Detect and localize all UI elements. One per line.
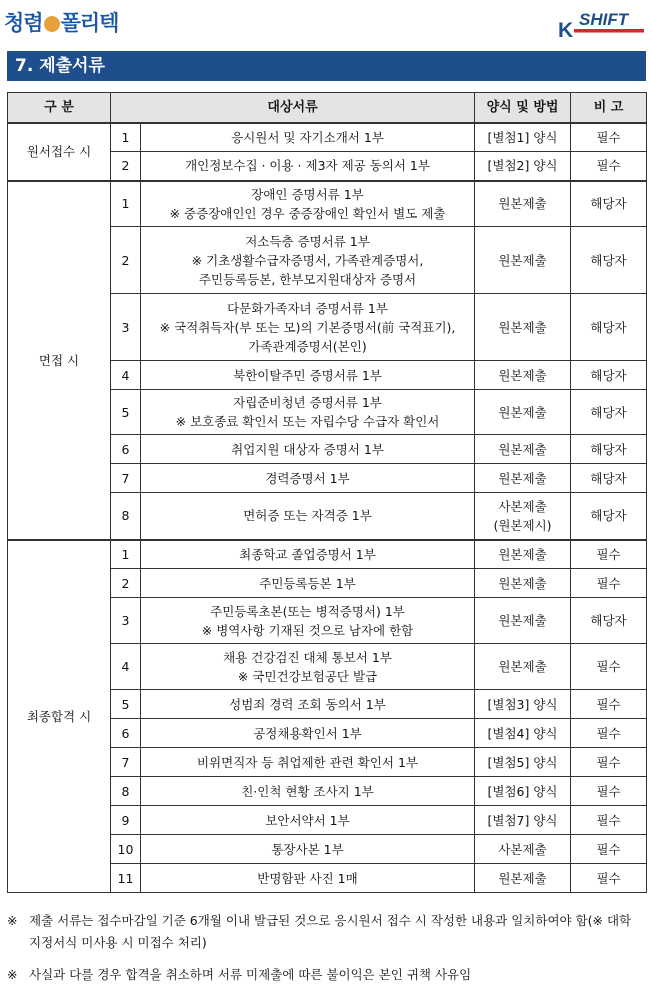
header-note: 비 고 <box>571 93 647 123</box>
note-cell: 해당자 <box>571 464 647 493</box>
row-number-cell: 3 <box>111 598 141 644</box>
category-cell: 최종합격 시 <box>8 540 111 893</box>
note-mark: ※ <box>7 967 18 982</box>
document-cell: 저소득층 증명서류 1부 ※ 기초생활수급자증명서, 가족관계증명서, 주민등록등본, 한부모지원대상자 증명서 <box>141 227 475 294</box>
row-number-cell: 1 <box>111 181 141 227</box>
note-cell: 해당자 <box>571 493 647 540</box>
notes-section <box>7 910 646 996</box>
method-cell: 원본제출 <box>475 294 571 361</box>
method-cell: [별첨3] 양식 <box>475 690 571 719</box>
row-number-cell: 2 <box>111 152 141 181</box>
note-cell: 필수 <box>571 644 647 690</box>
method-cell: 원본제출 <box>475 464 571 493</box>
document-cell: 응시원서 및 자기소개서 1부 <box>141 123 475 152</box>
note-cell: 필수 <box>571 806 647 835</box>
document-cell: 공정채용확인서 1부 <box>141 719 475 748</box>
cheongryeom-polytech-logo <box>4 4 118 40</box>
method-cell: 사본제출 <box>475 835 571 864</box>
logo-text-part2: 폴리텍 <box>60 10 119 35</box>
document-cell: 경력증명서 1부 <box>141 464 475 493</box>
method-cell: 원본제출 <box>475 644 571 690</box>
method-cell: 원본제출 <box>475 435 571 464</box>
method-cell: 사본제출 (원본제시) <box>475 493 571 540</box>
documents-table <box>7 92 647 893</box>
method-cell: [별첨6] 양식 <box>475 777 571 806</box>
method-cell: 원본제출 <box>475 540 571 569</box>
document-cell: 친·인척 현황 조사지 1부 <box>141 777 475 806</box>
document-cell: 채용 건강검진 대체 통보서 1부 ※ 국민건강보험공단 발급 <box>141 644 475 690</box>
note-cell: 필수 <box>571 777 647 806</box>
row-number-cell: 5 <box>111 390 141 435</box>
document-cell: 반명함판 사진 1매 <box>141 864 475 893</box>
method-cell: [별첨2] 양식 <box>475 152 571 181</box>
row-number-cell: 2 <box>111 227 141 294</box>
row-number-cell: 1 <box>111 123 141 152</box>
method-cell: 원본제출 <box>475 361 571 390</box>
note-text: 사실과 다를 경우 합격을 취소하며 서류 미제출에 따른 불이익은 본인 귀책 사유임 <box>29 967 472 982</box>
seal-icon <box>44 16 60 32</box>
note-cell: 필수 <box>571 719 647 748</box>
note-item <box>7 964 646 986</box>
row-number-cell: 6 <box>111 435 141 464</box>
document-cell: 장애인 증명서류 1부 ※ 중증장애인인 경우 중증장애인 확인서 별도 제출 <box>141 181 475 227</box>
section-title: 7. 제출서류 <box>7 51 646 81</box>
document-cell: 주민등록초본(또는 병적증명서) 1부 ※ 병역사항 기재된 것으로 남자에 한함 <box>141 598 475 644</box>
note-cell: 필수 <box>571 123 647 152</box>
method-cell: [별첨7] 양식 <box>475 806 571 835</box>
row-number-cell: 3 <box>111 294 141 361</box>
note-cell: 해당자 <box>571 435 647 464</box>
document-cell: 자립준비청년 증명서류 1부 ※ 보호종료 확인서 또는 자립수당 수급자 확인서 <box>141 390 475 435</box>
table-row <box>8 540 647 569</box>
method-cell: [별첨4] 양식 <box>475 719 571 748</box>
table-row <box>8 123 647 152</box>
header-category: 구 분 <box>8 93 111 123</box>
document-cell: 다문화가족자녀 증명서류 1부 ※ 국적취득자(부 또는 모)의 기본증명서(前 국적표기), 가족관계증명서(본인) <box>141 294 475 361</box>
method-cell: [별첨1] 양식 <box>475 123 571 152</box>
note-cell: 해당자 <box>571 181 647 227</box>
document-cell: 주민등록등본 1부 <box>141 569 475 598</box>
k-shift-logo-word: SHIFT <box>579 10 629 29</box>
method-cell: [별첨5] 양식 <box>475 748 571 777</box>
row-number-cell: 7 <box>111 748 141 777</box>
row-number-cell: 10 <box>111 835 141 864</box>
note-mark: ※ <box>7 913 18 928</box>
k-shift-logo-letter: K <box>558 19 574 40</box>
note-text: 제출 서류는 접수마감일 기준 6개월 이내 발급된 것으로 응시원서 접수 시 작성한 내용과 일치하여야 함(※ 대학 지정서식 미사용 시 미접수 처리) <box>29 913 632 950</box>
document-cell: 성범죄 경력 조회 동의서 1부 <box>141 690 475 719</box>
note-cell: 해당자 <box>571 294 647 361</box>
row-number-cell: 4 <box>111 361 141 390</box>
document-cell: 통장사본 1부 <box>141 835 475 864</box>
row-number-cell: 11 <box>111 864 141 893</box>
table-body <box>8 123 647 893</box>
method-cell: 원본제출 <box>475 227 571 294</box>
document-cell: 개인정보수집 · 이용 · 제3자 제공 동의서 1부 <box>141 152 475 181</box>
note-cell: 해당자 <box>571 390 647 435</box>
row-number-cell: 8 <box>111 777 141 806</box>
note-cell: 해당자 <box>571 361 647 390</box>
note-cell: 필수 <box>571 690 647 719</box>
k-shift-logo <box>558 8 646 40</box>
note-cell: 필수 <box>571 835 647 864</box>
note-cell: 필수 <box>571 152 647 181</box>
note-cell: 필수 <box>571 569 647 598</box>
method-cell: 원본제출 <box>475 569 571 598</box>
method-cell: 원본제출 <box>475 598 571 644</box>
method-cell: 원본제출 <box>475 181 571 227</box>
note-cell: 해당자 <box>571 227 647 294</box>
header-documents: 대상서류 <box>111 93 475 123</box>
method-cell: 원본제출 <box>475 864 571 893</box>
method-cell: 원본제출 <box>475 390 571 435</box>
document-cell: 북한이탈주민 증명서류 1부 <box>141 361 475 390</box>
row-number-cell: 8 <box>111 493 141 540</box>
note-cell: 필수 <box>571 748 647 777</box>
document-cell: 취업지원 대상자 증명서 1부 <box>141 435 475 464</box>
table-header-row <box>8 93 647 123</box>
document-cell: 최종학교 졸업증명서 1부 <box>141 540 475 569</box>
row-number-cell: 7 <box>111 464 141 493</box>
row-number-cell: 4 <box>111 644 141 690</box>
row-number-cell: 6 <box>111 719 141 748</box>
header-method: 양식 및 방법 <box>475 93 571 123</box>
note-cell: 필수 <box>571 540 647 569</box>
document-cell: 비위면직자 등 취업제한 관련 확인서 1부 <box>141 748 475 777</box>
row-number-cell: 2 <box>111 569 141 598</box>
document-cell: 면허증 또는 자격증 1부 <box>141 493 475 540</box>
document-cell: 보안서약서 1부 <box>141 806 475 835</box>
row-number-cell: 5 <box>111 690 141 719</box>
note-item <box>7 910 646 954</box>
category-cell: 원서접수 시 <box>8 123 111 181</box>
logo-text-part1: 청렴 <box>4 10 43 35</box>
note-cell: 필수 <box>571 864 647 893</box>
note-cell: 해당자 <box>571 598 647 644</box>
category-cell: 면접 시 <box>8 181 111 540</box>
row-number-cell: 9 <box>111 806 141 835</box>
row-number-cell: 1 <box>111 540 141 569</box>
table-row <box>8 181 647 227</box>
